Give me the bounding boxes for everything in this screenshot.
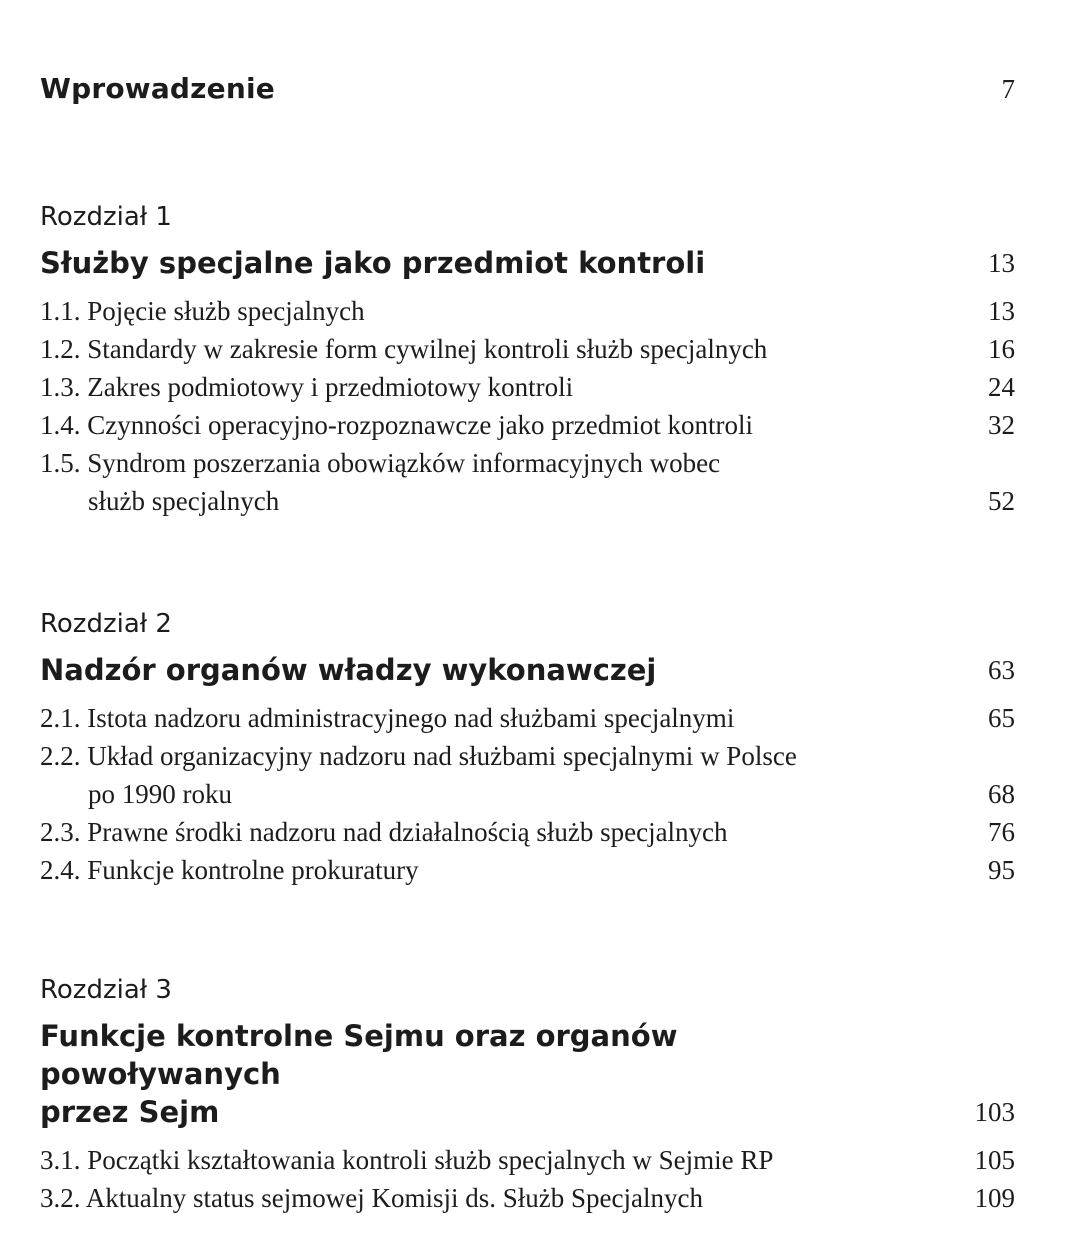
section-page-number: 24 <box>988 372 1015 402</box>
section-entry <box>40 292 1015 330</box>
section-title: 3.1. Początki kształtowania kontroli służb specjalnych w Sejmie RP <box>40 1145 774 1175</box>
section-page-number: 105 <box>974 1145 1015 1175</box>
intro-title: Wprowadzenie <box>40 72 275 105</box>
section-title-continuation: służb specjalnych <box>88 486 280 516</box>
section-page-number: 52 <box>988 486 1015 516</box>
chapter-3 <box>40 975 1015 1217</box>
chapter-page-number: 103 <box>974 1097 1015 1127</box>
section-list <box>40 292 1015 520</box>
chapter-label: Rozdział 3 <box>40 975 172 1005</box>
section-page-number: 13 <box>988 296 1015 326</box>
section-title: 2.3. Prawne środki nadzoru nad działalnością służb specjalnych <box>40 817 728 847</box>
chapter-1 <box>40 202 1015 520</box>
chapter-title: Nadzór organów władzy wykonawczej <box>40 653 657 687</box>
chapter-title: Służby specjalne jako przedmiot kontroli <box>40 246 706 280</box>
section-page-number: 76 <box>988 817 1015 847</box>
section-title: 1.3. Zakres podmiotowy i przedmiotowy kontroli <box>40 372 574 402</box>
section-entry <box>40 330 1015 368</box>
chapter-title <box>40 1017 880 1131</box>
section-title: 1.5. Syndrom poszerzania obowiązków informacyjnych wobec <box>40 448 721 478</box>
section-page-number: 16 <box>988 334 1015 364</box>
section-title: 2.1. Istota nadzoru administracyjnego nad służbami specjalnymi <box>40 703 735 733</box>
section-title: 2.4. Funkcje kontrolne prokuratury <box>40 855 419 885</box>
toc-entry-intro <box>40 72 1015 105</box>
chapter-title-line: przez Sejm <box>40 1095 220 1129</box>
section-entry <box>40 406 1015 444</box>
chapter-label: Rozdział 1 <box>40 202 172 232</box>
section-page-number: 95 <box>988 855 1015 885</box>
section-entry <box>40 699 1015 737</box>
section-entry <box>40 737 1015 775</box>
chapter-page-number: 63 <box>988 655 1015 685</box>
chapter-2 <box>40 609 1015 889</box>
section-entry <box>40 368 1015 406</box>
section-title: 2.2. Układ organizacyjny nadzoru nad służbami specjalnymi w Polsce <box>40 741 797 771</box>
chapter-label: Rozdział 2 <box>40 609 172 639</box>
chapter-page-number: 13 <box>988 248 1015 278</box>
section-entry-continuation <box>40 775 1015 813</box>
intro-page-number: 7 <box>1001 74 1015 104</box>
section-title: 1.2. Standardy w zakresie form cywilnej kontroli służb specjalnych <box>40 334 768 364</box>
section-entry <box>40 1141 1015 1179</box>
section-entry-continuation <box>40 482 1015 520</box>
section-title: 1.1. Pojęcie służb specjalnych <box>40 296 365 326</box>
section-title: 1.4. Czynności operacyjno-rozpoznawcze jako przedmiot kontroli <box>40 410 754 440</box>
section-list <box>40 1141 1015 1217</box>
chapter-title-line: Funkcje kontrolne Sejmu oraz organów powoływanych <box>40 1019 678 1091</box>
section-title: 3.2. Aktualny status sejmowej Komisji ds. Służb Specjalnych <box>40 1183 703 1213</box>
section-title-continuation: po 1990 roku <box>88 779 232 809</box>
section-page-number: 68 <box>988 779 1015 809</box>
section-entry <box>40 444 1015 482</box>
section-entry <box>40 851 1015 889</box>
section-entry <box>40 813 1015 851</box>
section-page-number: 109 <box>974 1183 1015 1213</box>
section-list <box>40 699 1015 889</box>
section-page-number: 32 <box>988 410 1015 440</box>
section-entry <box>40 1179 1015 1217</box>
section-page-number: 65 <box>988 703 1015 733</box>
